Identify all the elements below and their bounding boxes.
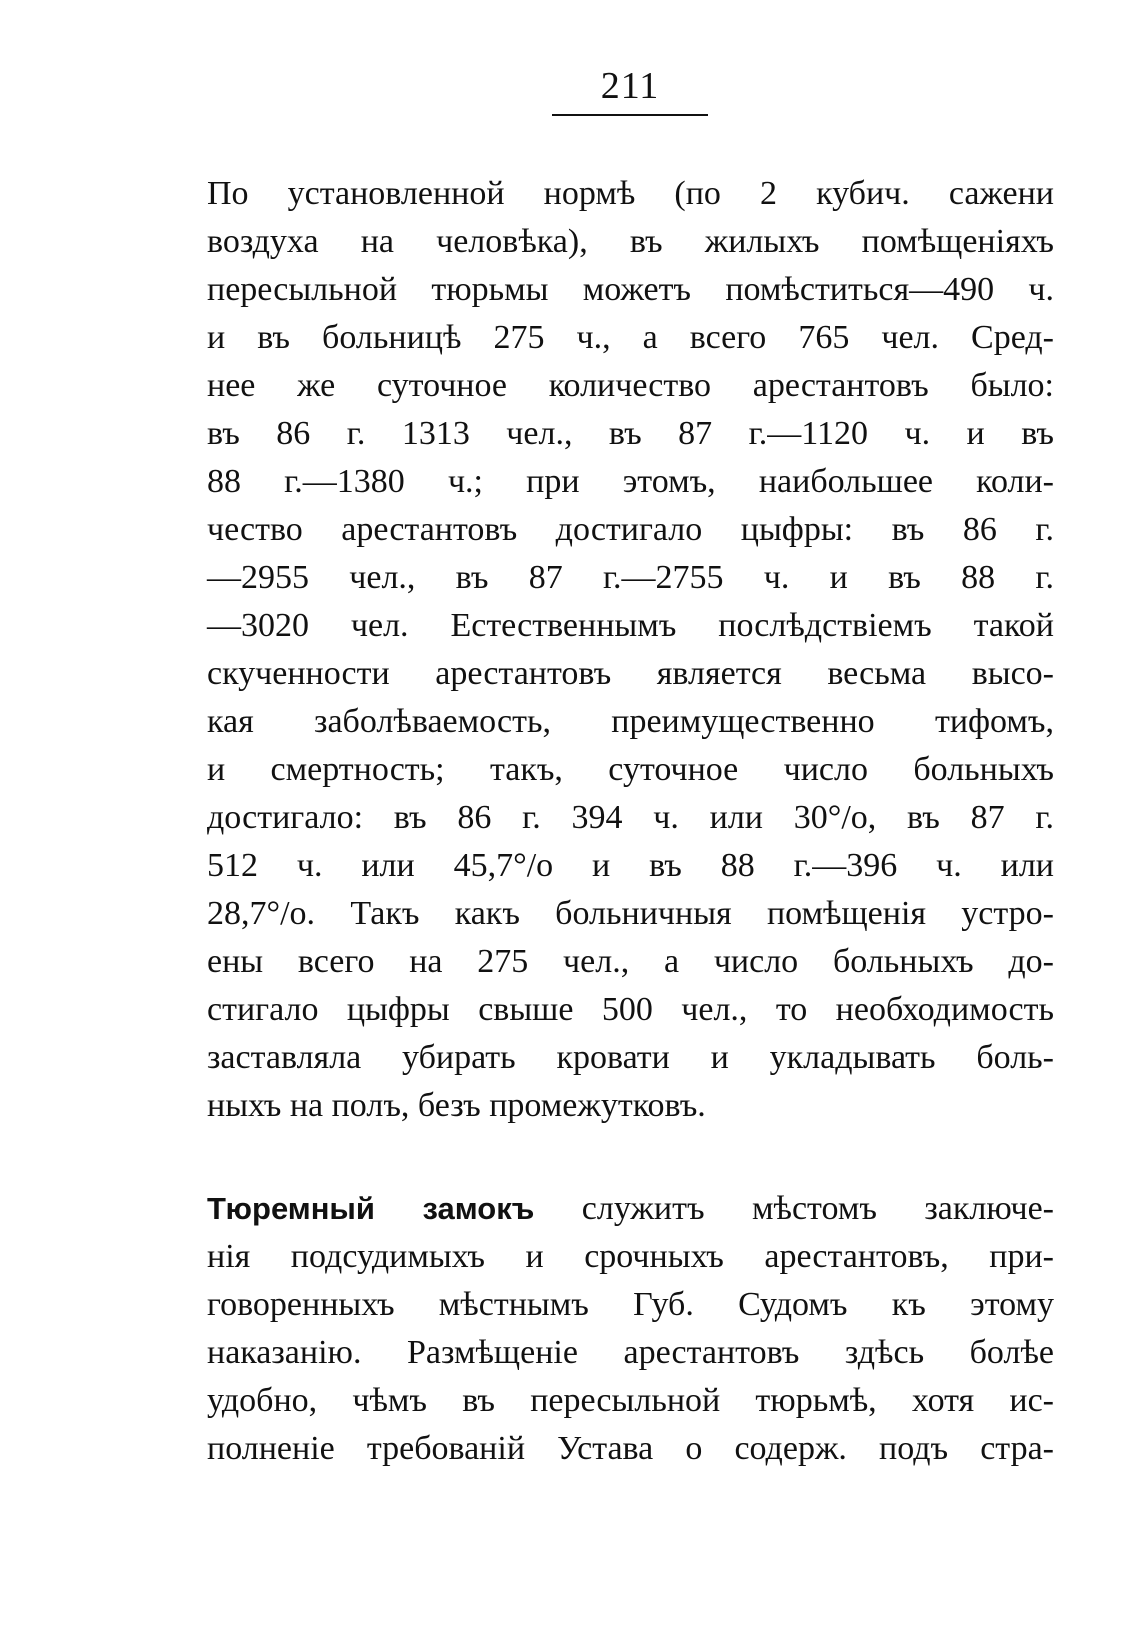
text-line: 28,7°/о. Такъ какъ больничныя помѣщенія устро- [207, 895, 1054, 932]
text-line: чество арестантовъ достигало цыфры: въ 86 г. [207, 511, 1054, 548]
text-line: кая заболѣваемость, преимущественно тифомъ, [207, 703, 1054, 740]
text-line: По установленной нормѣ (по 2 кубич. сажени [207, 175, 1054, 212]
text-line: скученности арестантовъ является весьма высо- [207, 655, 1054, 692]
text-line: —2955 чел., въ 87 г.—2755 ч. и въ 88 г. [207, 559, 1054, 596]
section-lead-heading: Тюремный замокъ [207, 1191, 535, 1226]
text-line: достигало: въ 86 г. 394 ч. или 30°/о, въ 87 г. [207, 799, 1054, 836]
paragraph-transit-prison [207, 170, 1054, 1130]
text-line: и смертность; такъ, суточное число больныхъ [207, 751, 1054, 788]
text-line: ены всего на 275 чел., а число больныхъ до- [207, 943, 1054, 980]
text-line: 512 ч. или 45,7°/о и въ 88 г.—396 ч. или [207, 847, 1054, 884]
text-line: —3020 чел. Естественнымъ послѣдствіемъ такой [207, 607, 1054, 644]
text-line: въ 86 г. 1313 чел., въ 87 г.—1120 ч. и въ [207, 415, 1054, 452]
text-line-rest: служитъ мѣстомъ заключе- [534, 1190, 1054, 1227]
text-line: нія подсудимыхъ и срочныхъ арестантовъ, при- [207, 1238, 1054, 1275]
page-number: 211 [600, 65, 660, 107]
text-line: и въ больницѣ 275 ч., а всего 765 чел. Сред- [207, 319, 1054, 356]
text-line: воздуха на человѣка), въ жилыхъ помѣщеніяхъ [207, 223, 1054, 260]
text-line: удобно, чѣмъ въ пересыльной тюрьмѣ, хотя ис- [207, 1382, 1054, 1419]
text-line-first [207, 1185, 1054, 1233]
text-line: полненіе требованій Устава о содерж. подъ стра- [207, 1430, 1054, 1467]
text-line: стигало цыфры свыше 500 чел., то необходимость [207, 991, 1054, 1028]
text-line: пересыльной тюрьмы можетъ помѣститься—490 ч. [207, 271, 1054, 308]
paragraph-prison-castle [207, 1185, 1054, 1473]
text-line: нее же суточное количество арестантовъ было: [207, 367, 1054, 404]
text-line: ныхъ на полъ, безъ промежутковъ. [207, 1087, 706, 1124]
text-line: говоренныхъ мѣстнымъ Губ. Судомъ къ этому [207, 1286, 1054, 1323]
text-line: заставляла убирать кровати и укладывать боль- [207, 1039, 1054, 1076]
text-line: 88 г.—1380 ч.; при этомъ, наибольшее коли- [207, 463, 1054, 500]
page-number-rule [552, 114, 708, 116]
text-line: наказанію. Размѣщеніе арестантовъ здѣсь болѣе [207, 1334, 1054, 1371]
